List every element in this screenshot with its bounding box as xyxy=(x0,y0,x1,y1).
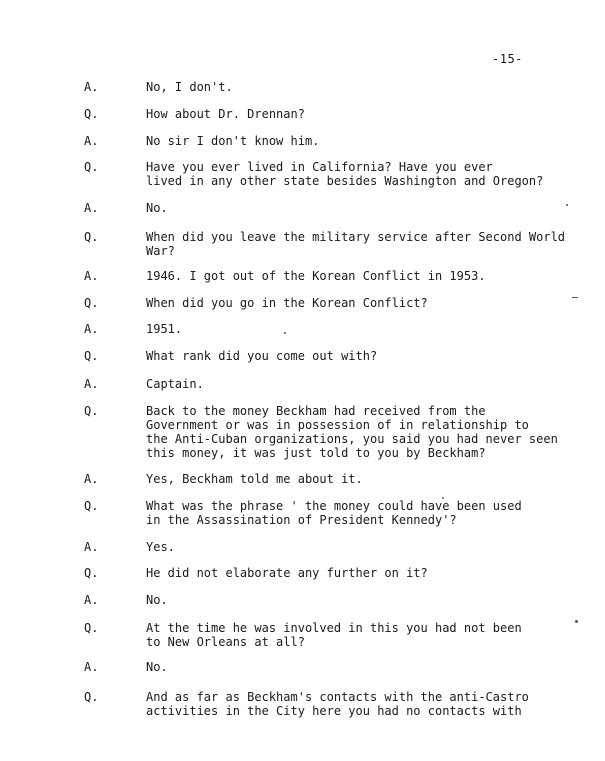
speaker-label: Q. xyxy=(84,107,99,121)
scan-speck xyxy=(575,620,578,623)
speaker-label: Q. xyxy=(84,621,99,635)
entry-text: And as far as Beckham's contacts with the anti-Castro activities in the City here you had no contacts with xyxy=(146,690,529,718)
speaker-label: A. xyxy=(84,540,99,554)
entry-text: What rank did you come out with? xyxy=(146,349,378,363)
speaker-label: A. xyxy=(84,201,99,215)
speaker-label: Q. xyxy=(84,349,99,363)
entry-text: How about Dr. Drennan? xyxy=(146,107,305,121)
entry-text: Back to the money Beckham had received from the Government or was in possession of in relationship to the Anti-Cuban organizations, you said you had never seen this money, it was just told to you by Beckham? xyxy=(146,404,558,460)
entry-text: No sir I don't know him. xyxy=(146,134,320,148)
speaker-label: Q. xyxy=(84,404,99,418)
scan-speck xyxy=(442,497,444,499)
speaker-label: A. xyxy=(84,269,99,283)
speaker-label: Q. xyxy=(84,296,99,310)
speaker-label: A. xyxy=(84,377,99,391)
speaker-label: A. xyxy=(84,134,99,148)
entry-text: No. xyxy=(146,660,168,674)
page-number: -15- xyxy=(492,52,523,66)
speaker-label: A. xyxy=(84,593,99,607)
speaker-label: Q. xyxy=(84,499,99,513)
entry-text: He did not elaborate any further on it? xyxy=(146,566,428,580)
entry-text: 1946. I got out of the Korean Conflict in 1953. xyxy=(146,269,486,283)
entry-text: No, I don't. xyxy=(146,80,233,94)
entry-text: When did you go in the Korean Conflict? xyxy=(146,296,428,310)
entry-text: No. xyxy=(146,201,168,215)
speaker-label: A. xyxy=(84,80,99,94)
entry-text: Yes, Beckham told me about it. xyxy=(146,472,363,486)
entry-text: No. xyxy=(146,593,168,607)
entry-text: Have you ever lived in California? Have you ever lived in any other state besides Washington and Oregon? xyxy=(146,160,544,188)
speaker-label: A. xyxy=(84,660,99,674)
speaker-label: A. xyxy=(84,472,99,486)
scan-speck xyxy=(566,204,568,206)
entry-text: When did you leave the military service after Second World War? xyxy=(146,230,566,258)
speaker-label: A. xyxy=(84,322,99,336)
entry-text: Captain. xyxy=(146,377,204,391)
entry-text: Yes. xyxy=(146,540,175,554)
entry-text: 1951. xyxy=(146,322,183,336)
speaker-label: Q. xyxy=(84,230,99,244)
entry-text: What was the phrase ' the money could have been used in the Assassination of President Kennedy'? xyxy=(146,499,522,527)
speaker-label: Q. xyxy=(84,690,99,704)
speaker-label: Q. xyxy=(84,566,99,580)
scan-speck xyxy=(284,332,286,334)
speaker-label: Q. xyxy=(84,160,99,174)
scan-speck xyxy=(572,297,578,298)
entry-text: At the time he was involved in this you had not been to New Orleans at all? xyxy=(146,621,522,649)
